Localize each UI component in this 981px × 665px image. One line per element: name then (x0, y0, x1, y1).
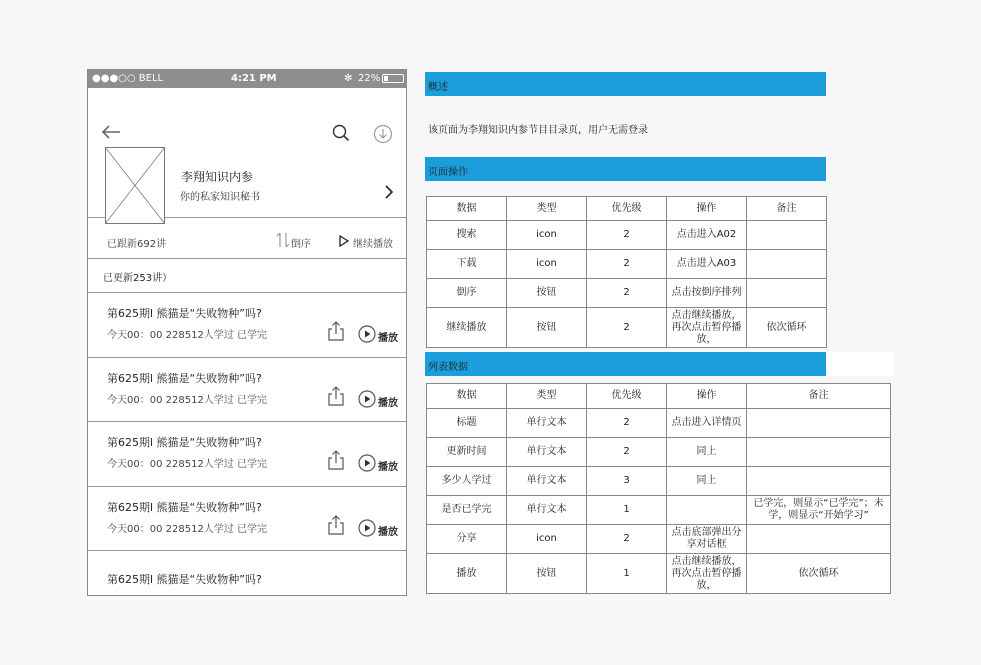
table-header-cell: 数据 (427, 384, 507, 409)
table-cell: 点击继续播放，再次点击暂停播放， (667, 308, 747, 348)
cover-image-placeholder (105, 147, 165, 224)
table-cell: 单行文本 (507, 438, 587, 467)
episode-title: 第625期l 熊猫是“失败物种”吗? (107, 371, 262, 385)
episode-item[interactable] (88, 487, 406, 552)
table-cell: 2 (587, 308, 667, 348)
table-cell: 依次循环 (747, 554, 891, 594)
table-cell: 点击继续播放，再次点击暂停播放， (667, 554, 747, 594)
back-arrow-icon[interactable] (100, 124, 122, 140)
share-icon[interactable] (327, 321, 345, 341)
table-header-cell: 备注 (747, 197, 827, 221)
episode-list (88, 293, 406, 596)
episode-title: 第625期l 熊猫是“失败物种”吗? (107, 436, 262, 449)
table-cell: 下载 (427, 250, 507, 279)
table-cell: 1 (587, 496, 667, 525)
table-cell: 单行文本 (507, 409, 587, 438)
table-cell (747, 279, 827, 308)
status-bar (88, 70, 406, 88)
table-cell: icon (507, 221, 587, 250)
section-list-data-header: 列表数据 (425, 352, 894, 376)
continue-play-button[interactable]: 继续播放 (353, 239, 393, 250)
table-cell: 同上 (667, 467, 747, 496)
table-cell: 2 (587, 221, 667, 250)
play-circle-icon[interactable] (358, 519, 376, 537)
episode-meta: 今天00：00 228512人学过 已学完 (107, 523, 267, 535)
table-row (427, 467, 891, 496)
table-row (427, 308, 827, 348)
episode-item[interactable] (88, 551, 406, 596)
section-overview-header: 概述 (425, 72, 826, 96)
table-header-cell: 类型 (507, 197, 587, 221)
play-circle-icon[interactable] (358, 390, 376, 408)
header (88, 88, 406, 218)
play-triangle-icon[interactable] (339, 235, 349, 247)
table-cell (747, 250, 827, 279)
table-cell: icon (507, 250, 587, 279)
table-cell: 点击进入A03 (667, 250, 747, 279)
table-cell: 多少人学过 (427, 467, 507, 496)
podcast-subtitle: 你的私家知识秘书 (180, 192, 260, 203)
overview-text: 该页面为李翔知识内参节目目录页，用户无需登录 (428, 125, 648, 136)
table-header-cell: 操作 (667, 384, 747, 409)
table-cell (667, 496, 747, 525)
episode-title: 第625期l 熊猫是“失败物种”吗? (107, 307, 262, 320)
table-cell: icon (507, 525, 587, 554)
table-cell (747, 221, 827, 250)
table-header-row (427, 384, 891, 409)
table-row (427, 221, 827, 250)
table-cell: 2 (587, 525, 667, 554)
table-cell (747, 409, 891, 438)
table-cell (747, 467, 891, 496)
table-cell: 3 (587, 467, 667, 496)
table-cell: 更新时间 (427, 438, 507, 467)
play-circle-icon[interactable] (358, 325, 376, 343)
table-cell: 2 (587, 438, 667, 467)
table-cell: 1 (587, 554, 667, 594)
table-row (427, 250, 827, 279)
play-button-label[interactable]: 播放 (378, 397, 398, 409)
table-row (427, 525, 891, 554)
table-cell: 已学完，则显示“已学完”；未学，则显示“开始学习” (747, 496, 891, 525)
play-button-label[interactable]: 播放 (378, 526, 398, 538)
table-cell: 同上 (667, 438, 747, 467)
table-cell: 单行文本 (507, 496, 587, 525)
table-header-cell: 备注 (747, 384, 891, 409)
episode-item[interactable] (88, 422, 406, 487)
episode-item[interactable] (88, 293, 406, 358)
table-header-cell: 优先级 (587, 197, 667, 221)
table-cell: 2 (587, 250, 667, 279)
clock: 4:21 PM (231, 73, 277, 84)
share-icon[interactable] (327, 386, 345, 406)
search-icon[interactable] (332, 124, 350, 142)
episode-title: 第625期l 熊猫是“失败物种”吗? (107, 573, 262, 586)
phone-mockup (87, 69, 407, 596)
list-controls (88, 218, 406, 259)
table-header-row (427, 197, 827, 221)
episode-meta: 今天00：00 228512人学过 已学完 (107, 330, 267, 341)
table-cell (747, 438, 891, 467)
carrier-label: ●●●○○ BELL (92, 73, 164, 84)
table-cell: 依次循环 (747, 308, 827, 348)
bluetooth-icon: ✻ (344, 73, 353, 84)
table-cell: 点击按倒序排列 (667, 279, 747, 308)
table-header-cell: 操作 (667, 197, 747, 221)
play-button-label[interactable]: 播放 (378, 333, 398, 344)
table-cell: 点击进入详情页 (667, 409, 747, 438)
table-row (427, 279, 827, 308)
table-header-cell: 优先级 (587, 384, 667, 409)
table-row (427, 409, 891, 438)
table-cell: 点击底部弹出分享对话框 (667, 525, 747, 554)
table-cell: 按钮 (507, 308, 587, 348)
table-row (427, 438, 891, 467)
table-cell: 标题 (427, 409, 507, 438)
table-cell: 分享 (427, 525, 507, 554)
sort-icon[interactable] (276, 232, 290, 248)
updated-count: 已更新253讲） (88, 259, 406, 293)
table-cell: 继续播放 (427, 308, 507, 348)
table-cell: 按钮 (507, 279, 587, 308)
play-button-label[interactable]: 播放 (378, 462, 398, 473)
episode-item[interactable] (88, 358, 406, 423)
table-cell: 2 (587, 409, 667, 438)
section-operations-header: 页面操作 (425, 157, 826, 181)
table-cell: 搜索 (427, 221, 507, 250)
table-cell: 倒序 (427, 279, 507, 308)
table-cell: 按钮 (507, 554, 587, 594)
podcast-title: 李翔知识内参 (181, 170, 254, 184)
chevron-right-icon[interactable] (384, 185, 394, 199)
table-row (427, 554, 891, 594)
table-cell: 是否已学完 (427, 496, 507, 525)
share-icon[interactable] (327, 515, 345, 535)
battery-icon (382, 74, 404, 83)
episode-meta: 今天00：00 228512人学过 已学完 (107, 394, 267, 406)
table-header-cell: 类型 (507, 384, 587, 409)
table-row (427, 496, 891, 525)
play-circle-icon[interactable] (358, 454, 376, 472)
followed-count: 已跟新692讲 (107, 239, 167, 250)
battery-percent: 22% (358, 73, 381, 84)
share-icon[interactable] (327, 450, 345, 470)
table-cell: 播放 (427, 554, 507, 594)
sort-button[interactable]: 倒序 (291, 239, 311, 250)
episode-meta: 今天00：00 228512人学过 已学完 (107, 459, 267, 470)
table-cell: 点击进入A02 (667, 221, 747, 250)
list-data-table (426, 383, 891, 594)
table-cell (747, 525, 891, 554)
download-icon[interactable] (373, 124, 393, 144)
operations-table (426, 196, 827, 348)
table-header-cell: 数据 (427, 197, 507, 221)
table-cell: 单行文本 (507, 467, 587, 496)
episode-title: 第625期l 熊猫是“失败物种”吗? (107, 500, 262, 514)
table-cell: 2 (587, 279, 667, 308)
